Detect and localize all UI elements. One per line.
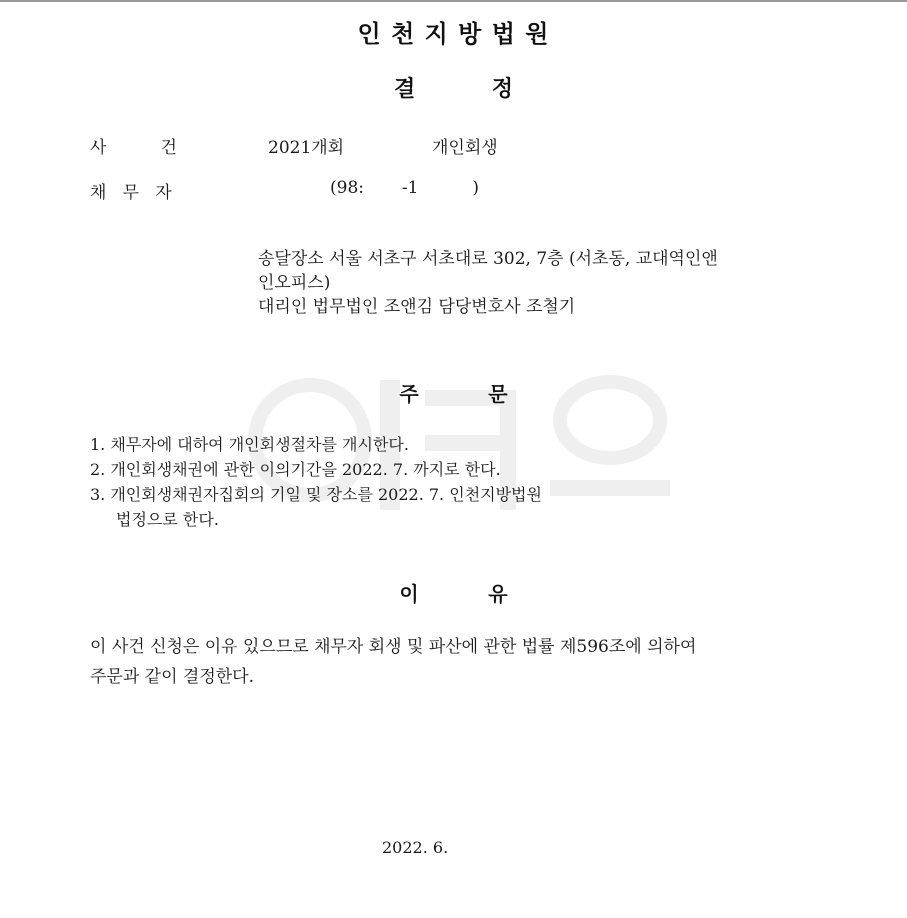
service-address-line-cont: 인오피스)	[258, 273, 331, 293]
debtor-label: 채 무 자	[90, 183, 172, 203]
top-border	[0, 0, 907, 2]
order-item: 1. 채무자에 대하여 개인회생절차를 개시한다.	[90, 435, 409, 454]
attorney-line: 대리인 법무법인 조앤김 담당변호사 조철기	[258, 297, 576, 317]
reason-line: 주문과 같이 결정한다.	[90, 667, 255, 687]
order-item-continuation: 법정으로 한다.	[116, 510, 219, 529]
reason-text	[90, 632, 850, 692]
order-list	[90, 432, 810, 532]
order-heading: 주 문	[399, 382, 508, 406]
case-name: 개인회생	[432, 138, 498, 158]
order-item: 2. 개인회생채권에 관한 이의기간을 2022. 7. 까지로 한다.	[90, 460, 501, 479]
order-item: 3. 개인회생채권자집회의 기일 및 장소를 2022. 7. 인천지방법원	[90, 485, 542, 504]
decision-date: 2022. 6.	[382, 838, 449, 857]
address-block	[258, 247, 838, 319]
service-address-line: 송달장소 서울 서초구 서초대로 302, 7층 (서초동, 교대역인앤	[258, 249, 718, 269]
case-label: 사 건	[90, 138, 177, 158]
court-name: 인 천 지 방 법 원	[357, 20, 550, 48]
reason-line: 이 사건 신청은 이유 있으므로 채무자 회생 및 파산에 관한 법률 제596조에 의하여	[90, 637, 697, 657]
debtor-id: (98: -1 )	[330, 178, 480, 198]
case-number: 2021개회	[268, 138, 345, 158]
document-type-title: 결 정	[393, 77, 514, 102]
reason-heading: 이 유	[399, 582, 508, 606]
